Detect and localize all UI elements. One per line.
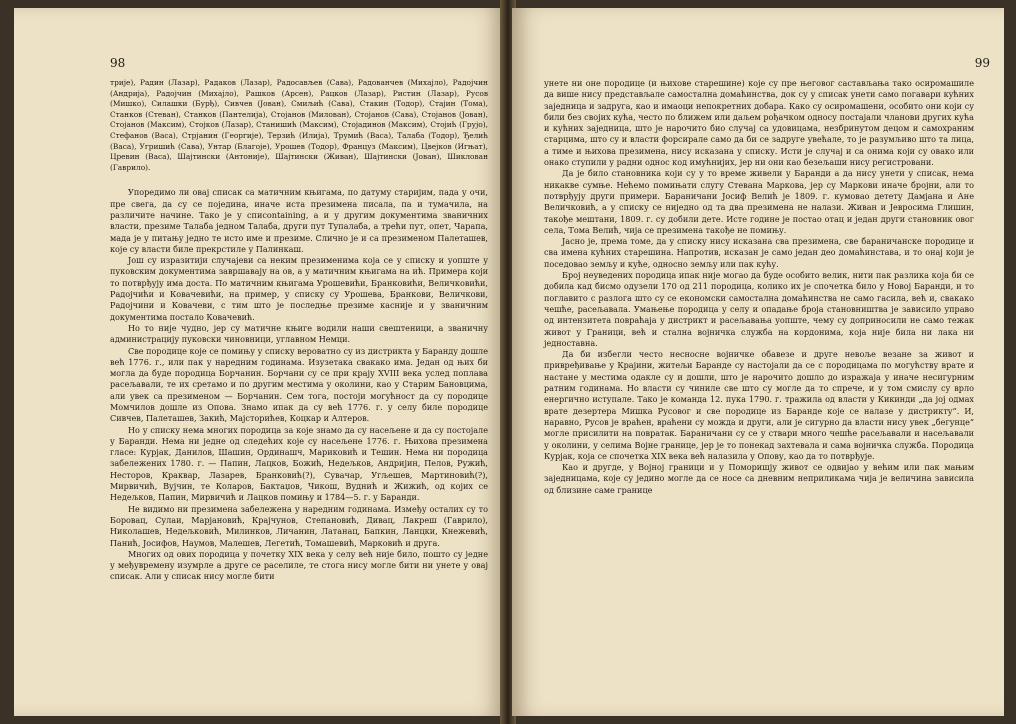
paragraph: Но то није чудно, јер су матичне књиге водили наши свештеници, а званичну администрацију пуковски чиновници, углавном Немци. — [110, 322, 488, 345]
paragraph: Да је било становника који су у то време живели у Баранди а да нису унети у списак, нема никакве сумње. Нећемо помињати слугу Стевана Маркова, јер су Маркови иначе бројни, али то потврђују други примери. Бараничани Јосиф Велић је 1809. г. кумовао детету Дамјана и Ане Величковић, а у списку се ниједно од та два презимена не налази. Живан и Јевросима Глишин, такође мештани, 1809. г. су добили дете. Исте године је постао отац и један други становник овог села, Тома Велић, чија се презимена такође не помињу. — [544, 168, 974, 235]
paragraph: Још су изразитији случајеви са неким презименима која се у списку и уопште у пуковским документима завршавају на ов, а у матичним књигама на ић. Примера који то потврђују има доста. По матичним књигама Урошевићи, Бранковићи, Величковићи, Радојчићи и Ковачевићи, на пример, у списку су Урошева, Бранкови, Величкови, Радојчини и Ковачеви, с тим што је последње презиме касније и у званичним документима постало Ковачевић. — [110, 255, 488, 322]
left-page-text — [110, 78, 488, 583]
paragraph: Да би избегли често несносне војничке обавезе и друге невоље везане за живот и привређивање у Крајини, житељи Баранде су настојали да се с породицама по могућству врате и настане у местима одакле су и дошли, што је нарочито дошло до изражаја у иначе несигурним ратним годинама. Но власти су чиниле све што су могле да то спрече, и у том смислу су врло енергично иступале. Тако је команда 12. пука 1790. г. тражила од власти у Кикинди „да јој одмах врате дезертера Мишка Русовог и све породице из Баранде које се налазе у дистрикту“. И, наравно, Русов је враћен, враћени су можда и други, али је сигурно да власти нису увек „бегунце“ могле присилити на повратак. Бараничани су се у ствари много чешће расељавали и насељавали у околини, у селима Војне границе, јер је то понекад захтевала и сама војничка служба. Породица Курјак, која се спочетка XIX века већ налазила у Опову, као да то потврђује. — [544, 349, 974, 461]
paragraph: Као и другде, у Војној граници и у Поморишју живот се одвијао у већим или пак мањим заједницама, које су једино могле да се носе са дневним неприликама чија је величина зависила од близине саме границе — [544, 462, 974, 495]
paragraph: Број неуведених породица ипак није могао да буде особито велик, нити пак разлика која би се добила кад бисмо одузели 170 од 211 породица, колико их је спочетка било у Новој Баранди, и то поглавито с разлога што су се економски самостална домаћинства не само гасила, већ и, свакако чешће, расељавала. Умањење породица у селу и опадање броја становништва је зависило управо од интензитета повраћаја у дистрикт и расељавања уопште, чему су доприносили не само тежак живот у Граници, већ и стална војничка служба на кордонима, која није била ни лака ни једноставна. — [544, 270, 974, 348]
paragraph: унете ни оне породице (и њихове старешине) које су пре његовог састављања тако осиромашиле да више нису представљале самостална домаћинства, док су у списак унети само погавари кућних заједница и задруга, као и имаоци непокретних добара. Како су осиромашени, особито они који су били без својих кућа, често по ближем или даљем рођачком односу постајали чланови других кућа и кућних заједница, што је нарочито био случај са удовицама, незбринутом децом и самохраним старцима, што су и власти форсирале само да би се задруге увећале, то је разумљиво што та лица, а тиме и њихова презимена, нису исказана у списку. Исти је случај и са онима који су овако или онако ступили у радни однос код имућнијих, јер ни они као безељаши нису регистровани. — [544, 78, 974, 168]
left-page-number: 98 — [110, 56, 126, 70]
paragraph: Све породице које се помињу у списку вероватно су из дистрикта у Баранду дошле већ 1776. г., или пак у наредним годинама. Изузетака свакако има. Један од њих би могла да буде породица Борчанин. Борчани су се при крају XVIII века услед поплава расељавали, те их сретамо и по другим местима у околини, као у Старим Бановцима, али увек са презименом — Борчанин. Сем тога, постоји могућност да су породице Момчилов дошле из Опова. Знамо ипак да су већ 1776. г. у селу биле породице Сивчев, Палеташев, Закић, Мајсторићев, Коцкар и Алтеров. — [110, 345, 488, 424]
paragraph: Јасно је, према томе, да у списку нису исказана сва презимена, све бараничанске породице и сва имена кућних старешина. Напротив, исказан је само један део домаћинстава, и то онај који је поседовао земљу и куће, односно земљу или пак кућу. — [544, 236, 974, 269]
right-page-text — [544, 78, 974, 496]
paragraph: Упоредимо ли овај списак са матичним књигама, по датуму старијим, пада у очи, пре свега, да су се поједина, иначе иста презимена писала, па и тумачила, на различите начине. Тако је у спиcontaining, а и у другим документима званичних власти, презиме Талаба једном Талаба, други пут Тупалаба, а трећи пут, опет, Чарапа, мада је у питању једно те исто име и презиме. Слично је и са презименом Палеташев, које су власти биле прекрстиле у Палинкаш. — [110, 187, 488, 254]
paragraph: трије), Радин (Лазар), Радаков (Лазар), Радосављев (Сава), Радованчев (Михајло), Радојчин (Андрија), Радојчин (Михајло), Рашков (Арсен), Рацков (Лазар), Ристин (Лазар), Русов (Мишко), Силашки (Бурђ), Сивчев (Јован), Смиљић (Сава), Стакин (Тодор), Стајин (Тома), Станков (Стеван), Станков (Пантелија), Стојанов (Милован), Стојанов (Сава), Стојанов (Јован), Стојанов (Максим), Стојков (Лазар), Станишић (Максим), Стојадинов (Максим), Стојић (Грујо), Стефанов (Васа), Стрјанин (Георгије), Терзић (Илија), Трумић (Васа), Талаба (Тодор), Ђелић (Васа), Угришић (Сава), Унтар (Благоје), Урошев (Тодор), Француз (Максим), Цвејков (Игњат), Цревин (Васа), Шајтински (Антоније), Шајтински (Живан), Шајтински (Јован), Шиклован (Гаврило). — [110, 78, 488, 172]
paragraph: Многих од ових породица у почетку XIX века у селу већ није било, пошто су једне у међувремену изумрле а друге се раселиле, те стога нису могле бити ни унете у овај списак. Али у списак нису могле бити — [110, 548, 488, 582]
paragraph: Но у списку нема многих породица за које знамо да су насељене и да су постојале у Баранди. Нема ни једне од следећих које су насељене 1776. г. Њихова презимена гласе: Курјак, Данилов, Шашин, Ординашч, Мариковић и Тешин. Нема ни породица забележених 1780. г. — Папин, Лацков, Божић, Недељков, Андријин, Пелов, Ружић, Несторов, Краквар, Лазарев, Бранковић(?), Сувачар, Угљешев, Мартиновић(?), Мирвичић, Вујчин, те Коларов, Бактаџов, Чикош, Вуднић и Жижић, од којих се Недељков, Папин, Мирвичић и Лацков помињу и 1784—5. г. у Баранди. — [110, 424, 488, 503]
right-page-number: 99 — [974, 56, 990, 70]
paragraph: Не видимо ни презимена забележена у наредним годинама. Између осталих су то Боровац, Сулаи, Марјановић, Крајчунов, Степановић, Дивац, Лакреш (Гаврило), Николашев, Недељковић, Милинков, Личанин, Латанац, Бапкин, Ланцки, Кнежевић, Панић, Јосифов, Наумов, Малешев, Легетић, Томашевић, Марковић и друга. — [110, 503, 488, 548]
right-page — [512, 8, 1004, 716]
left-page — [14, 8, 504, 716]
